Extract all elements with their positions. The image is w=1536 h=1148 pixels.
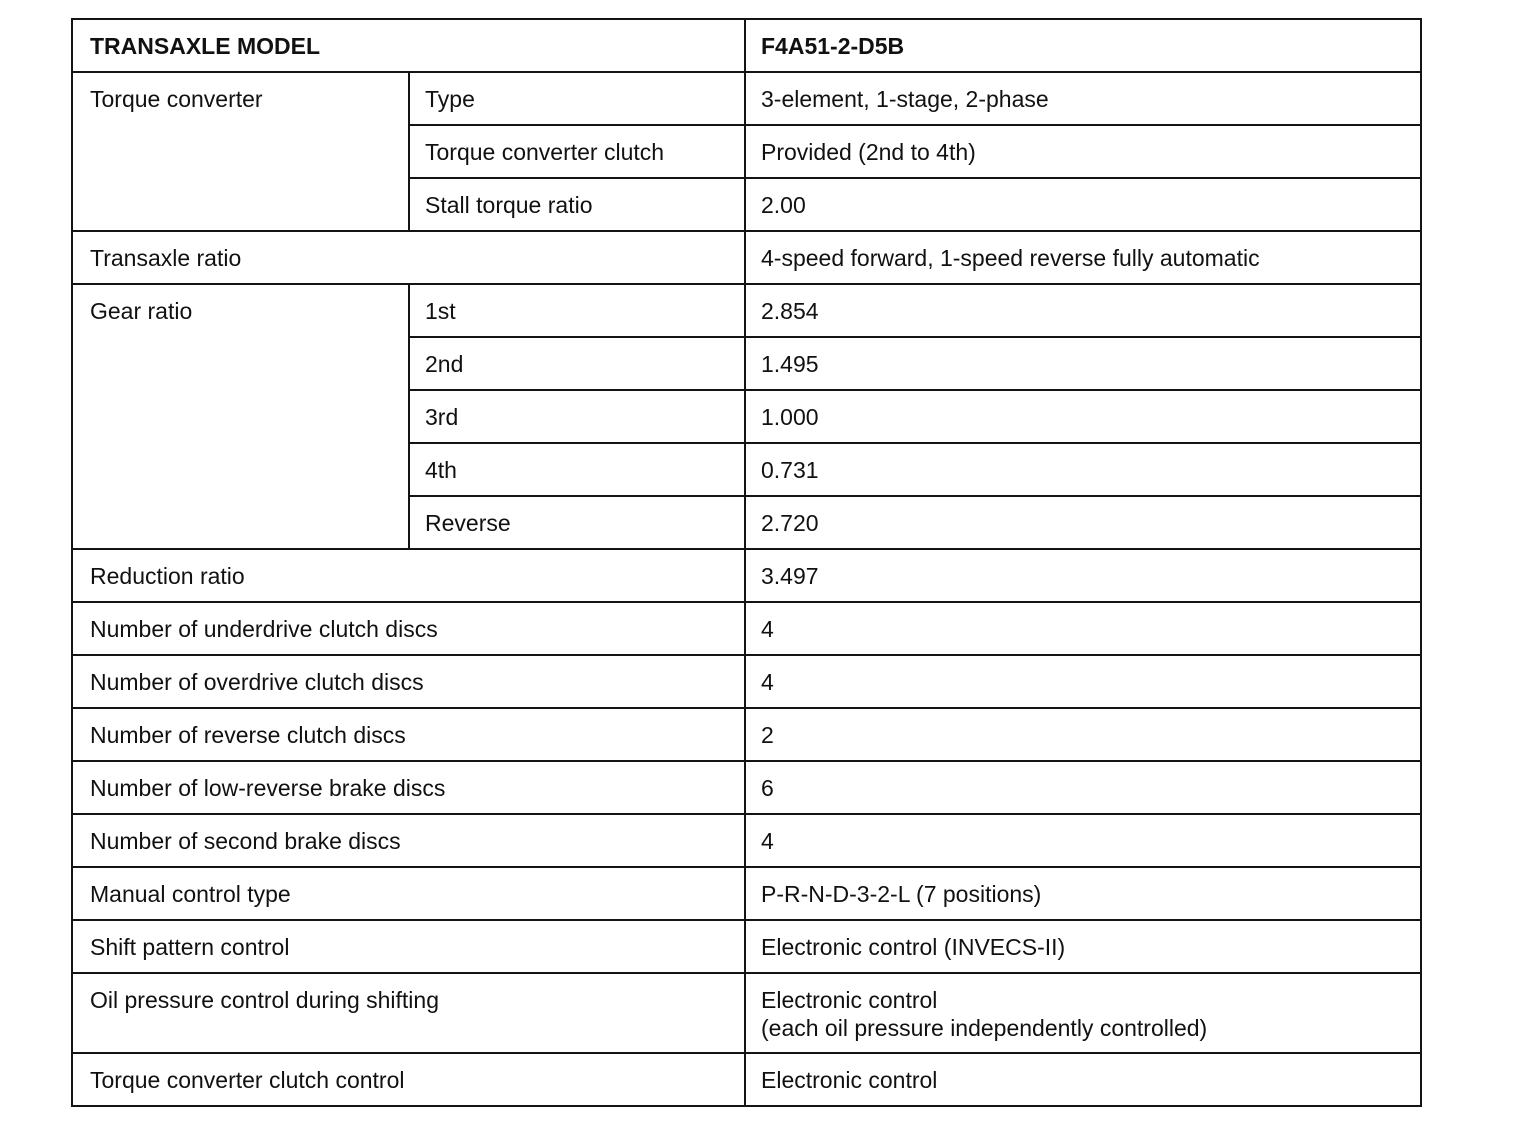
transaxle-ratio-label: Transaxle ratio [72, 231, 745, 284]
oil-pressure-label: Oil pressure control during shifting [72, 973, 745, 1053]
table-row [72, 1053, 1421, 1106]
value-cell: Provided (2nd to 4th) [745, 125, 1421, 178]
value-cell: 1.495 [745, 337, 1421, 390]
row-label: Number of overdrive clutch discs [72, 655, 745, 708]
value-cell: 4 [745, 655, 1421, 708]
value-cell: 3.497 [745, 549, 1421, 602]
sub-item: 2nd [409, 337, 745, 390]
header-value: F4A51-2-D5B [745, 19, 1421, 72]
value-cell: Electronic control [745, 1053, 1421, 1106]
value-cell: Electronic control (INVECS-II) [745, 920, 1421, 973]
value-cell: P-R-N-D-3-2-L (7 positions) [745, 867, 1421, 920]
value-line: Electronic control [761, 987, 938, 1013]
sub-item: Type [409, 72, 745, 125]
sub-item: Stall torque ratio [409, 178, 745, 231]
value-cell: 2.720 [745, 496, 1421, 549]
row-label: Shift pattern control [72, 920, 745, 973]
sub-item: 3rd [409, 390, 745, 443]
value-cell: 1.000 [745, 390, 1421, 443]
tcc-control-label: Torque converter clutch control [72, 1053, 745, 1106]
sub-item: 4th [409, 443, 745, 496]
row-label: Number of underdrive clutch discs [72, 602, 745, 655]
row-label: Number of low-reverse brake discs [72, 761, 745, 814]
value-cell: 2.854 [745, 284, 1421, 337]
row-label: Number of second brake discs [72, 814, 745, 867]
transaxle-spec-table [71, 18, 1422, 1107]
value-cell: 4-speed forward, 1-speed reverse fully automatic [745, 231, 1421, 284]
table-row [72, 284, 1421, 337]
value-cell: 2 [745, 708, 1421, 761]
table-row [72, 72, 1421, 125]
header-label: TRANSAXLE MODEL [72, 19, 745, 72]
sub-item: 1st [409, 284, 745, 337]
sub-item: Reverse [409, 496, 745, 549]
row-label: Number of reverse clutch discs [72, 708, 745, 761]
value-cell: 0.731 [745, 443, 1421, 496]
table-row [72, 920, 1421, 973]
row-label: Reduction ratio [72, 549, 745, 602]
table-row [72, 549, 1421, 602]
value-line: (each oil pressure independently controlled) [761, 1015, 1208, 1041]
value-cell [745, 973, 1421, 1053]
row-label: Manual control type [72, 867, 745, 920]
table-row [72, 655, 1421, 708]
value-cell: 2.00 [745, 178, 1421, 231]
torque-converter-label: Torque converter [72, 72, 409, 231]
value-cell: 3-element, 1-stage, 2-phase [745, 72, 1421, 125]
table-row [72, 708, 1421, 761]
table-row [72, 867, 1421, 920]
value-cell: 4 [745, 814, 1421, 867]
table-row [72, 814, 1421, 867]
table-row [72, 602, 1421, 655]
table-row [72, 231, 1421, 284]
table-row [72, 761, 1421, 814]
table-header-row [72, 19, 1421, 72]
value-cell: 4 [745, 602, 1421, 655]
table-row [72, 973, 1421, 1053]
sub-item: Torque converter clutch [409, 125, 745, 178]
value-cell: 6 [745, 761, 1421, 814]
gear-ratio-label: Gear ratio [72, 284, 409, 549]
